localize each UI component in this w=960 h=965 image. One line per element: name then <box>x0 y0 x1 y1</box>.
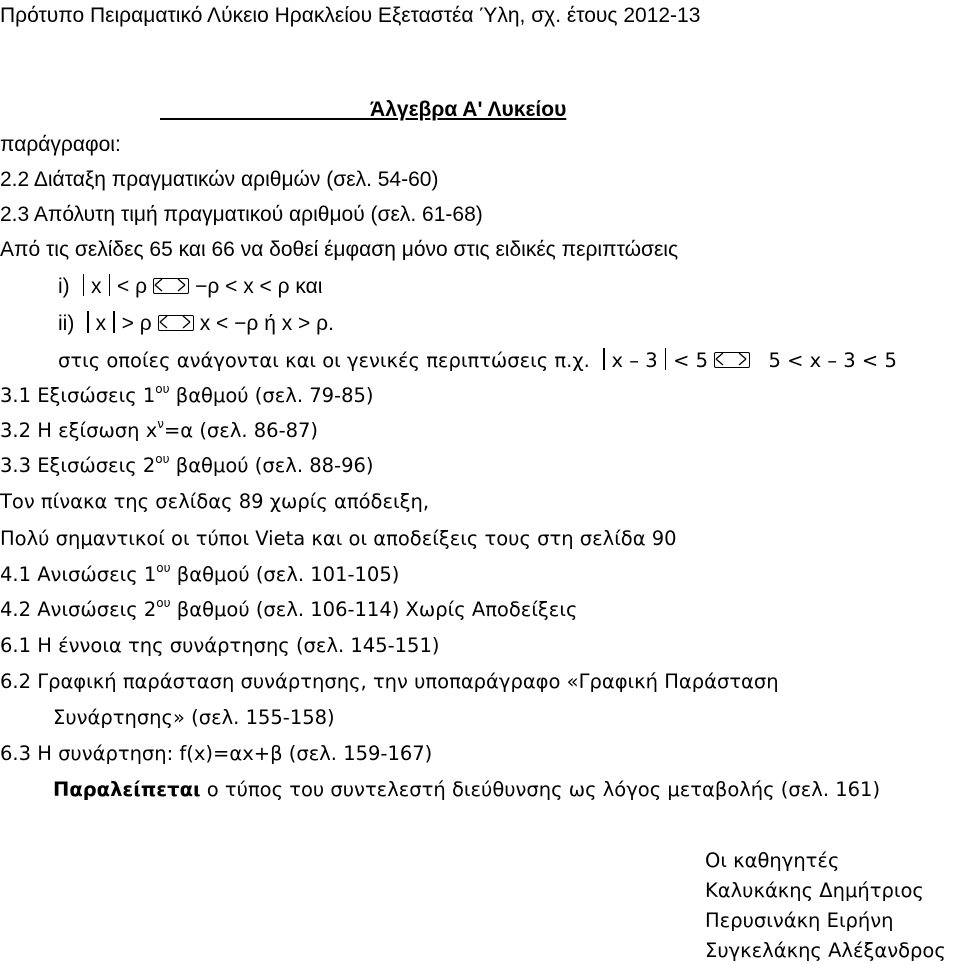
signature-title: Οι καθηγητές <box>705 849 840 872</box>
document-header: Πρότυπο Πειραματικό Λύκειο Ηρακλείου Εξεταστέα Ύλη, σχ. έτους 2012-13 <box>0 4 701 27</box>
case-i-rhs: −ρ < x < ρ και <box>195 275 323 298</box>
iff-arrow-icon <box>153 278 189 294</box>
section-6-2-line1: 6.2 Γραφική παράσταση συνάρτησης, την υποπαράγραφο «Γραφική Παράσταση <box>0 670 779 693</box>
section-3-3-text: 3.3 Εξισώσεις 2 <box>0 454 156 477</box>
title-underline-blank <box>160 98 370 121</box>
omitted-text: ο τύπος του συντελεστή διεύθυνσης ως λόγος μεταβολής (σελ. 161) <box>200 778 881 801</box>
section-6-3: 6.3 Η συνάρτηση: f(x)=αx+β (σελ. 159-167) <box>0 742 433 765</box>
section-2-3: 2.3 Απόλυτη τιμή πραγματικού αριθμού (σελ. 61-68) <box>0 203 483 226</box>
general-note-line <box>58 347 897 375</box>
iff-arrow-icon <box>714 352 750 368</box>
section-4-1-text: 4.1 Ανισώσεις 1 <box>0 563 157 586</box>
emphasis-note: Από τις σελίδες 65 και 66 να δοθεί έμφαση μόνο στις ειδικές περιπτώσεις <box>0 238 679 261</box>
vieta-note: Πολύ σημαντικοί οι τύποι Vieta και οι αποδείξεις τους στη σελίδα 90 <box>0 527 677 550</box>
case-i <box>58 273 322 301</box>
section-4-1-sup: ου <box>156 561 171 575</box>
signature-name: Καλυκάκης Δημήτριος <box>705 879 924 902</box>
case-ii-label: ii) <box>58 312 75 335</box>
general-note: στις οποίες ανάγονται και οι γενικές περιπτώσεις π.χ. <box>58 349 590 372</box>
section-3-1 <box>0 382 374 410</box>
case-ii-x: x <box>95 312 107 335</box>
signature-name: Περυσινάκη Ειρήνη <box>705 909 894 932</box>
section-3-3-sup: ου <box>155 452 170 466</box>
example-rhs: 5 < x – 3 < 5 <box>768 349 897 372</box>
example-inner: x – 3 <box>611 349 658 372</box>
abs-bar-icon <box>83 274 85 296</box>
section-4-2 <box>0 596 577 624</box>
section-4-2-sup: ου <box>156 596 171 610</box>
section-4-2-pages: βαθμού (σελ. 106-114) Χωρίς Αποδείξεις <box>170 598 578 621</box>
case-i-lhs: < ρ <box>117 275 148 298</box>
section-6-1: 6.1 Η έννοια της συνάρτησης (σελ. 145-151) <box>0 634 440 657</box>
section-3-2-pages: =α (σελ. 86-87) <box>163 419 319 442</box>
omitted-label: Παραλείπεται <box>53 778 201 801</box>
case-ii-rhs: x < −ρ ή x > ρ. <box>199 312 334 335</box>
case-i-label: i) <box>58 275 70 298</box>
section-4-1-pages: βαθμού (σελ. 101-105) <box>170 563 400 586</box>
section-3-1-pages: βαθμού (σελ. 79-85) <box>169 384 374 407</box>
section-4-2-text: 4.2 Ανισώσεις 2 <box>0 598 157 621</box>
course-title <box>160 96 566 124</box>
section-3-2 <box>0 417 318 445</box>
section-6-2-line2: Συνάρτησης» (σελ. 155-158) <box>53 706 335 729</box>
abs-bar-icon <box>109 274 111 296</box>
section-3-2-sup: ν <box>157 417 164 431</box>
abs-bar-icon <box>665 348 667 370</box>
abs-bar-icon <box>113 311 115 333</box>
case-i-x: x <box>91 275 102 298</box>
paragraphs-label: παράγραφοι: <box>0 133 121 156</box>
section-2-2: 2.2 Διάταξη πραγματικών αριθμών (σελ. 54-60) <box>0 168 439 191</box>
omitted-note <box>53 776 880 804</box>
section-3-3-pages: βαθμού (σελ. 88-96) <box>169 454 374 477</box>
section-3-3 <box>0 452 374 480</box>
course-title-text: Άλγεβρα Α' Λυκείου <box>370 98 567 121</box>
section-4-1 <box>0 561 399 589</box>
section-3-1-sup: ου <box>155 382 170 396</box>
section-3-1-text: 3.1 Εξισώσεις 1 <box>0 384 156 407</box>
example-lhs: < 5 <box>673 349 709 372</box>
case-ii <box>58 310 334 338</box>
iff-arrow-icon <box>158 315 194 331</box>
abs-bar-icon <box>603 348 605 370</box>
table-note: Τον πίνακα της σελίδας 89 χωρίς απόδειξη, <box>0 490 430 513</box>
section-3-2-text: 3.2 Η εξίσωση x <box>0 419 158 442</box>
signature-name: Συγκελάκης Αλέξανδρος <box>705 939 946 962</box>
case-ii-lhs: > ρ <box>121 312 152 335</box>
abs-bar-icon <box>87 311 89 333</box>
